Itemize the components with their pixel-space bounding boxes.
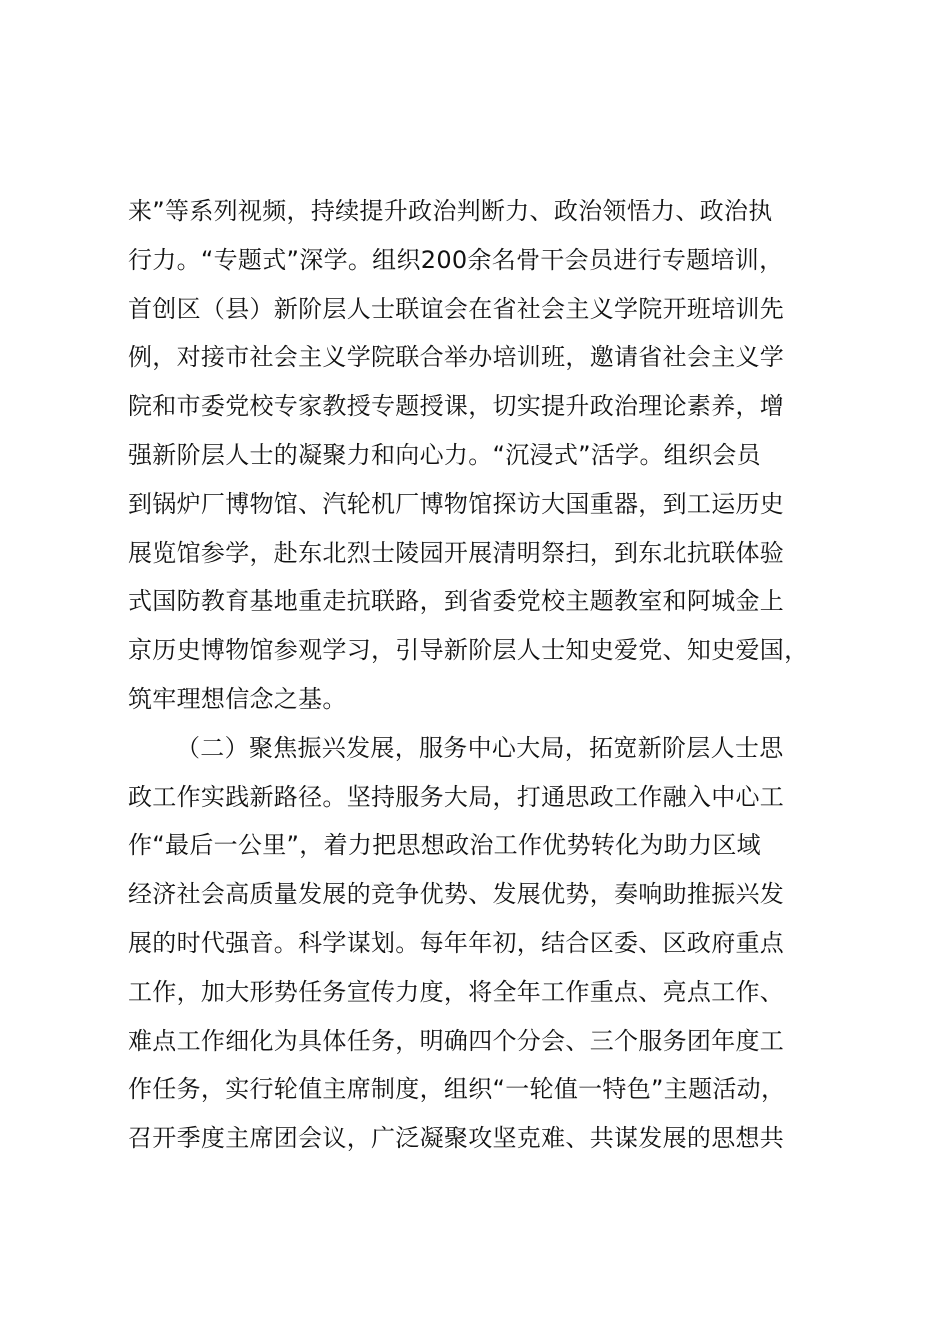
section-heading-line: （二）聚焦振兴发展，服务中心大局，拓宽新阶层人士思 — [176, 733, 784, 762]
text-line: 式国防教育基地重走抗联路，到省委党校主题教室和阿城金上 — [128, 587, 785, 616]
text-line: 召开季度主席团会议，广泛凝聚攻坚克难、共谋发展的思想共 — [128, 1124, 785, 1153]
text-line: 院和市委党校专家教授专题授课，切实提升政治理论素养，增 — [128, 392, 785, 421]
body-text — [128, 187, 858, 1163]
text-line: 作“最后一公里”，着力把思想政治工作优势转化为助力区域 — [128, 831, 761, 860]
text-line: 展的时代强音。科学谋划。每年年初，结合区委、区政府重点 — [128, 928, 785, 957]
text-line: 作任务，实行轮值主席制度，组织“一轮值一特色”主题活动， — [128, 1075, 786, 1104]
text-line: 强新阶层人士的凝聚力和向心力。“沉浸式”活学。组织会员 — [128, 440, 761, 469]
text-line: 筑牢理想信念之基。 — [128, 684, 347, 713]
text-line: 首创区（县）新阶层人士联谊会在省社会主义学院开班培训先 — [128, 294, 785, 323]
text-line: 政工作实践新路径。坚持服务大局，打通思政工作融入中心工 — [128, 782, 785, 811]
text-line: 行力。“专题式”深学。组织200余名骨干会员进行专题培训， — [128, 245, 784, 274]
text-line: 难点工作细化为具体任务，明确四个分会、三个服务团年度工 — [128, 1026, 785, 1055]
text-line: 展览馆参学，赴东北烈士陵园开展清明祭扫，到东北抗联体验 — [128, 538, 785, 567]
text-line: 例，对接市社会主义学院联合举办培训班，邀请省社会主义学 — [128, 343, 785, 372]
text-line: 工作，加大形势任务宣传力度，将全年工作重点、亮点工作、 — [128, 977, 785, 1006]
text-line: 经济社会高质量发展的竞争优势、发展优势，奏响助推振兴发 — [128, 880, 785, 909]
text-line: 到锅炉厂博物馆、汽轮机厂博物馆探访大国重器，到工运历史 — [128, 489, 785, 518]
text-line: 京历史博物馆参观学习，引导新阶层人士知史爱党、知史爱国， — [128, 636, 809, 665]
text-line: 来”等系列视频，持续提升政治判断力、政治领悟力、政治执 — [128, 197, 773, 225]
